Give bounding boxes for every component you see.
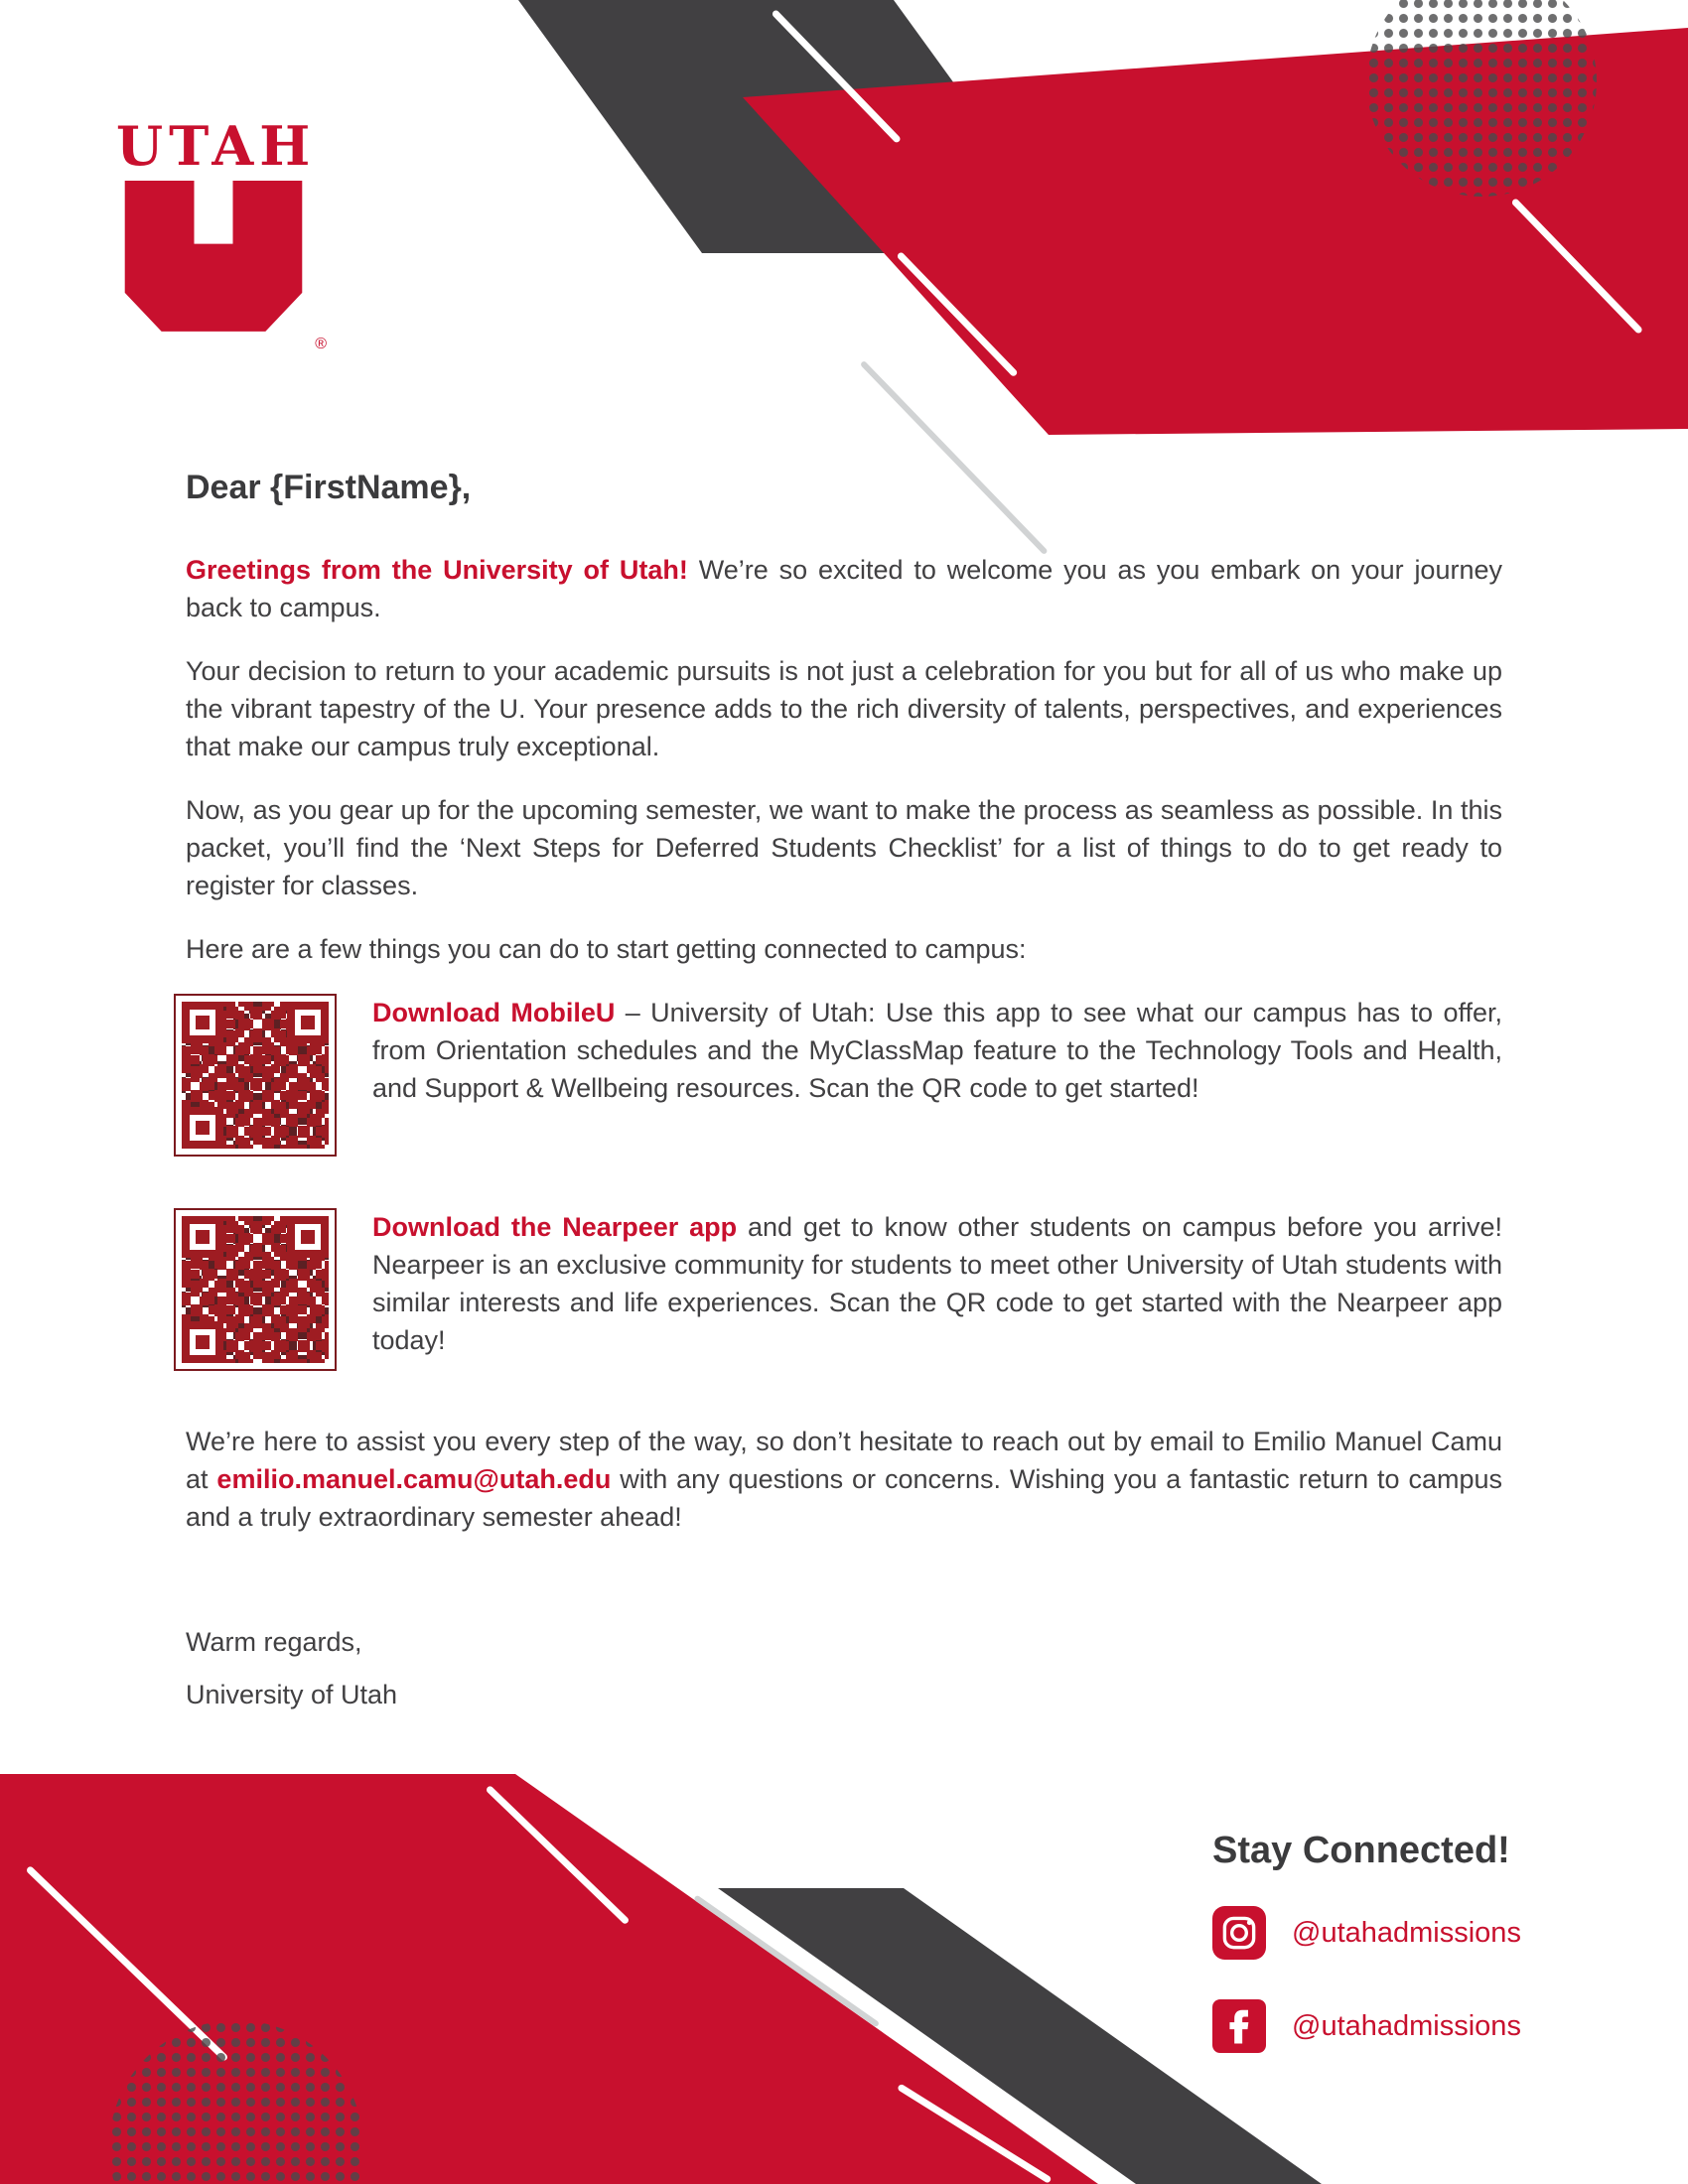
closing-post-text: with any questions or concerns. Wishing you a fantastic return to campus and a truly extraordinary semester ahead! (186, 1464, 1502, 1532)
instagram-handle: @utahadmissions (1292, 1916, 1521, 1949)
paragraph-get-connected: Here are a few things you can do to start getting connected to campus: (186, 934, 1027, 964)
qr-finder-icon (182, 1321, 223, 1363)
letter-body (186, 469, 1502, 1710)
qr-finder-icon (182, 1216, 223, 1258)
logo-wordmark: UTAH (116, 114, 317, 178)
university-of-utah-logo (116, 114, 327, 352)
mobileu-description (372, 994, 1502, 1157)
qr-finder-icon (182, 1107, 223, 1149)
block-u-icon (116, 181, 311, 336)
paragraph-next-steps: Now, as you gear up for the upcoming semester, we want to make the process as seamless as possible. In this packet, you’ll find the ‘Next Steps for Deferred Students Checklist’ for a list of things to do to get ready to register for classes. (186, 795, 1502, 900)
greeting-rest-text: We’re so excited to welcome you as you embark on your journey back to campus. (186, 555, 1502, 622)
nearpeer-lead-text: Download the Nearpeer app (372, 1212, 738, 1242)
mobileu-qr-code (174, 994, 337, 1157)
facebook-handle: @utahadmissions (1292, 2009, 1521, 2042)
registered-trademark-symbol: ® (315, 336, 327, 352)
qr-finder-icon (287, 1216, 329, 1258)
greeting-lead-text: Greetings from the University of Utah! (186, 555, 688, 585)
paragraph-greeting (186, 551, 1502, 626)
mobileu-rest-text: – University of Utah: Use this app to see what our campus has to offer, from Orientation schedules and the MyClassMap feature to the Technology Tools and Health, and Support & Wellbeing resources. Scan the QR code to get started! (372, 998, 1503, 1103)
closing-pre-text: We’re here to assist you every step of the way, so don’t hesitate to reach out by email to Emilio Manuel Camu at (186, 1427, 1502, 1494)
nearpeer-item (174, 1208, 1502, 1371)
qr-finder-icon (182, 1002, 223, 1043)
stay-connected-section (1212, 1830, 1521, 2093)
instagram-row[interactable] (1212, 1906, 1521, 1960)
salutation: Dear {FirstName}, (186, 469, 472, 506)
nearpeer-qr-code (174, 1208, 337, 1371)
nearpeer-description (372, 1208, 1502, 1371)
signature: University of Utah (186, 1680, 398, 1709)
facebook-row[interactable] (1212, 1999, 1521, 2053)
paragraph-closing (186, 1423, 1502, 1536)
mobileu-item (174, 994, 1502, 1157)
instagram-icon (1212, 1906, 1266, 1960)
signoff: Warm regards, (186, 1627, 362, 1657)
nearpeer-rest-text: and get to know other students on campus before you arrive! Nearpeer is an exclusive community for students to meet other University of Utah students with similar interests and life experiences. Scan the QR code to get started with the Nearpeer app today! (372, 1212, 1502, 1355)
paragraph-decision: Your decision to return to your academic pursuits is not just a celebration for you but for all of us who make up the vibrant tapestry of the U. Your presence adds to the rich diversity of talents, perspectives, and experiences that make our campus truly exceptional. (186, 656, 1502, 761)
stay-connected-heading: Stay Connected! (1212, 1830, 1510, 1871)
qr-finder-icon (287, 1002, 329, 1043)
facebook-icon (1212, 1999, 1266, 2053)
mobileu-lead-text: Download MobileU (372, 998, 616, 1027)
email-link[interactable]: emilio.manuel.camu@utah.edu (216, 1464, 612, 1494)
